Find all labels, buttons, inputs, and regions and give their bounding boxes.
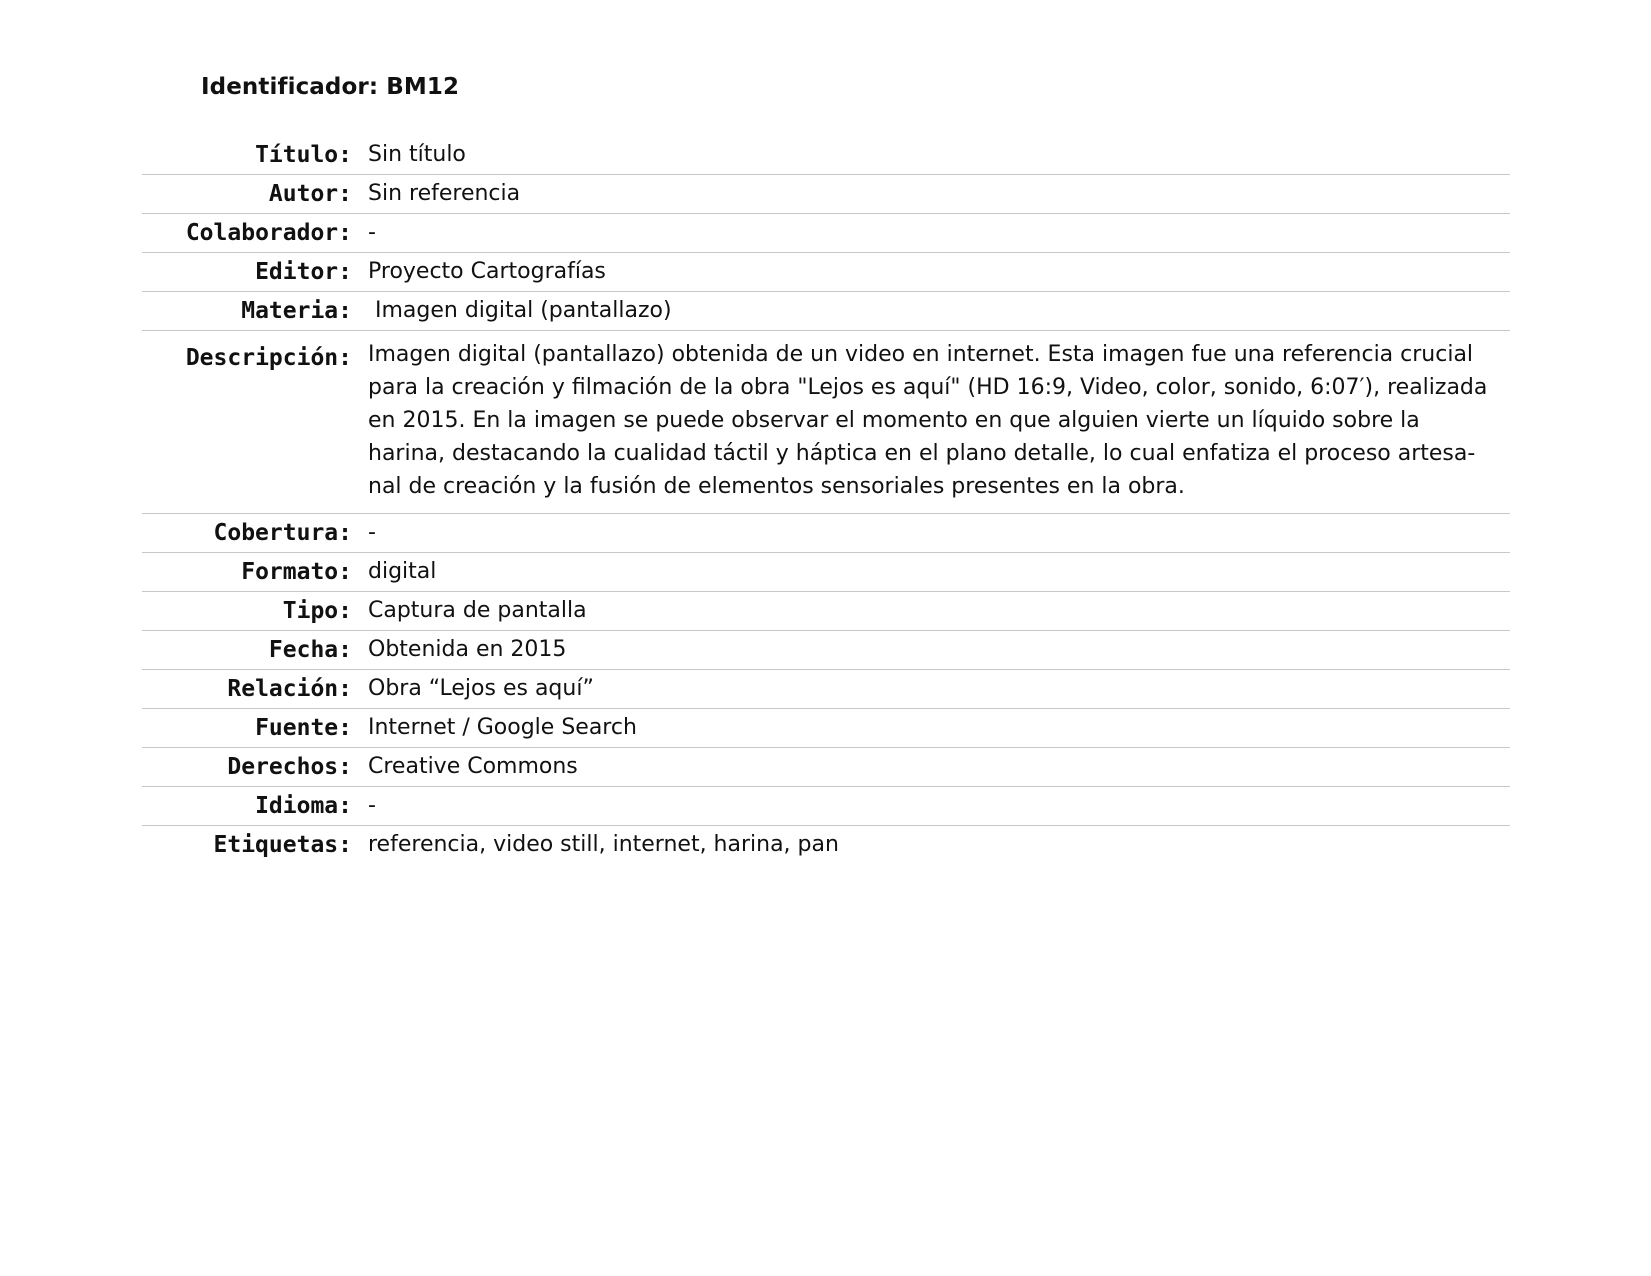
field-row-tipo [142,592,1510,631]
field-row-idioma [142,787,1510,826]
field-label: Autor: [268,181,352,207]
field-label: Formato: [241,559,352,585]
field-label: Tipo: [282,598,352,624]
field-row-derechos [142,748,1510,787]
field-label: Descripción: [185,345,352,371]
field-value: Imagen digital (pantallazo) [368,298,672,323]
field-label: Fecha: [268,637,352,663]
field-value: - [368,220,376,245]
field-row-materia [142,292,1510,331]
field-label: Etiquetas: [213,832,352,858]
field-row-fuente [142,709,1510,748]
field-value: Imagen digital (pantallazo) obtenida de un video en internet. Esta imagen fue una referencia crucial para la creación y filmación de la obra "Lejos es aquí" (HD 16:9, Video, color, sonido, 6:07′), realizada en 2015. En la imagen se puede observar el momento en que alguien vierte un líquido sobre la harina, destacando la cualidad táctil y háptica en el plano detalle, lo cual enfatiza el proceso artesa-nal de creación y la fusión de elementos sensoriales presentes en la obra. [368,342,1488,499]
field-value: Obra “Lejos es aquí” [368,676,594,701]
field-value: Sin título [368,142,466,167]
field-label: Derechos: [227,754,352,780]
field-label: Materia: [241,298,352,324]
field-row-cobertura [142,514,1510,553]
field-value: Proyecto Cartografías [368,259,606,284]
field-value: Sin referencia [368,181,521,206]
field-value: Captura de pantalla [368,598,587,623]
field-label: Relación: [227,676,352,702]
field-row-relacion [142,670,1510,709]
field-label: Fuente: [255,715,352,741]
field-label: Colaborador: [185,220,352,246]
record-identifier: Identificador: BM12 [201,74,460,100]
field-value: Creative Commons [368,754,578,779]
field-value: - [368,793,376,818]
field-label: Idioma: [255,793,352,819]
field-row-colaborador [142,214,1510,253]
field-value: Obtenida en 2015 [368,637,567,662]
field-row-formato [142,553,1510,592]
field-label: Cobertura: [213,520,352,546]
field-label: Editor: [255,259,352,285]
field-row-editor [142,253,1510,292]
field-row-fecha [142,631,1510,670]
field-value: - [368,520,376,545]
field-row-etiquetas [142,826,1510,865]
field-row-titulo [142,136,1510,175]
field-value: Internet / Google Search [368,715,637,740]
field-row-autor [142,175,1510,214]
field-value: digital [368,559,437,584]
field-value: referencia, video still, internet, harina, pan [368,832,839,857]
field-row-descripcion [142,331,1510,514]
metadata-table [142,136,1510,865]
field-label: Título: [255,142,352,168]
